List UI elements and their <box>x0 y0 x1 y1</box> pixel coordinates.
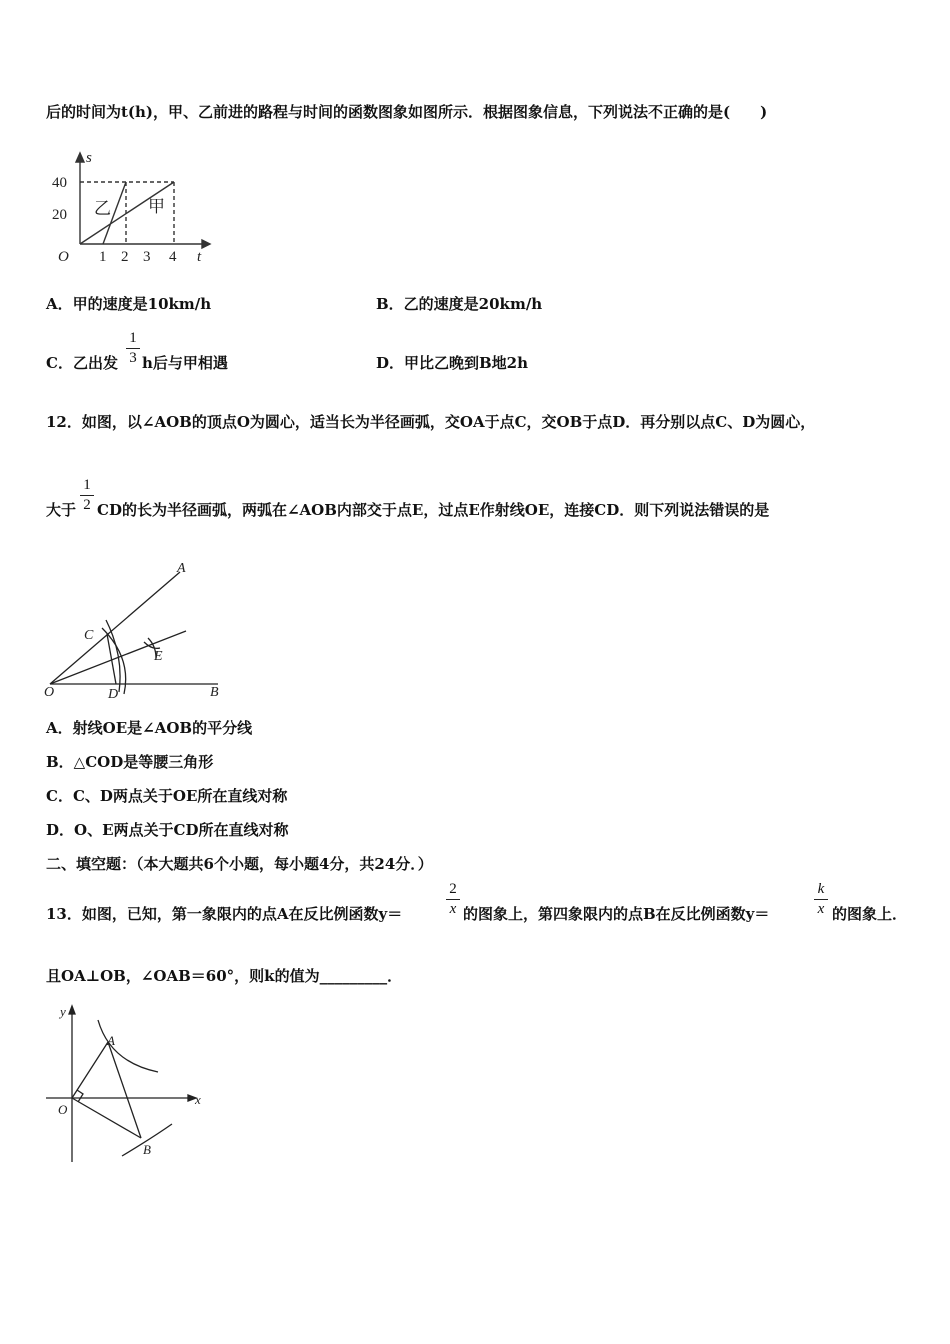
fraction-numerator: 1 <box>83 477 91 493</box>
point-b-label: B <box>210 685 219 700</box>
q12-option-c: C．C、D两点关于OE所在直线对称 <box>46 787 288 805</box>
q11-distance-time-graph <box>42 148 222 273</box>
y-tick-20: 20 <box>52 207 67 223</box>
q11-option-c-suffix: h后与甲相遇 <box>142 354 228 372</box>
q11-option-d: D．甲比乙晚到B地2h <box>376 354 529 372</box>
fraction-denominator: 3 <box>126 348 140 368</box>
q12-line1: 12．如图，以∠AOB的顶点O为圆心，适当长为半径画弧，交OA于点C，交OB于点D．再分别以点C、D为圆心， <box>46 413 816 431</box>
q12-fraction <box>80 476 94 515</box>
q13-line1-part-c: 的图象上． <box>832 905 908 923</box>
q11-option-c-fraction <box>126 329 140 368</box>
q12-option-a: A．射线OE是∠AOB的平分线 <box>46 719 253 737</box>
origin-label: O <box>58 249 69 265</box>
y-tick-40: 40 <box>52 175 67 191</box>
q12-option-d: D．O、E两点关于CD所在直线对称 <box>46 821 289 839</box>
point-b-label: B <box>143 1142 151 1157</box>
axis-t-label: t <box>197 249 202 265</box>
axis-s-label: s <box>86 150 92 166</box>
q13-line2: 且OA⊥OB，∠OAB＝60°，则k的值为_________． <box>46 967 403 985</box>
section-2-heading: 二、填空题：（本大题共6个小题，每小题4分，共24分．） <box>46 855 433 873</box>
q13-coordinate-figure <box>40 1000 215 1170</box>
label-yi: 乙 <box>94 199 111 218</box>
x-tick-4: 4 <box>169 249 177 265</box>
fraction-denominator: 2 <box>80 495 94 515</box>
q12-line2-prefix: 大于 <box>46 501 77 519</box>
point-c-label: C <box>84 628 94 643</box>
axis-y-label: y <box>60 1004 66 1019</box>
q12-option-b: B．△COD是等腰三角形 <box>46 753 214 771</box>
fraction-numerator: k <box>817 881 825 897</box>
fraction-denominator: x <box>814 899 828 919</box>
fraction-denominator: x <box>446 899 460 919</box>
q11-option-c-prefix: C．乙出发 <box>46 354 118 372</box>
point-a-label: A <box>177 561 186 576</box>
x-tick-3: 3 <box>143 249 151 265</box>
q13-fraction-1 <box>446 880 460 919</box>
point-o-label: O <box>44 685 55 700</box>
point-d-label: D <box>108 687 119 702</box>
x-tick-2: 2 <box>121 249 129 265</box>
x-tick-1: 1 <box>99 249 107 265</box>
fraction-numerator: 2 <box>449 881 457 897</box>
label-jia: 甲 <box>148 197 165 216</box>
axis-x-label: x <box>195 1092 201 1107</box>
q12-line2-suffix: CD的长为半径画弧，两弧在∠AOB内部交于点E，过点E作射线OE，连接CD．则下列说法错误的是 <box>97 501 770 519</box>
q11-stem: 后的时间为t(h)，甲、乙前进的路程与时间的函数图象如图所示．根据图象信息，下列说法不正确的是( ) <box>46 103 768 121</box>
q12-angle-bisector-figure <box>40 556 240 706</box>
q11-option-a: A．甲的速度是10km/h <box>46 295 212 313</box>
q13-line1-part-b: 的图象上，第四象限内的点B在反比例函数y＝ <box>463 905 770 923</box>
q11-option-b: B．乙的速度是20km/h <box>376 295 543 313</box>
origin-o-label: O <box>58 1102 68 1117</box>
q13-line1-part-a: 13．如图，已知，第一象限内的点A在反比例函数y＝ <box>46 905 403 923</box>
fraction-numerator: 1 <box>129 330 137 346</box>
point-e-label: E <box>154 649 163 664</box>
q13-fraction-2 <box>814 880 828 919</box>
point-a-label: A <box>107 1033 115 1048</box>
